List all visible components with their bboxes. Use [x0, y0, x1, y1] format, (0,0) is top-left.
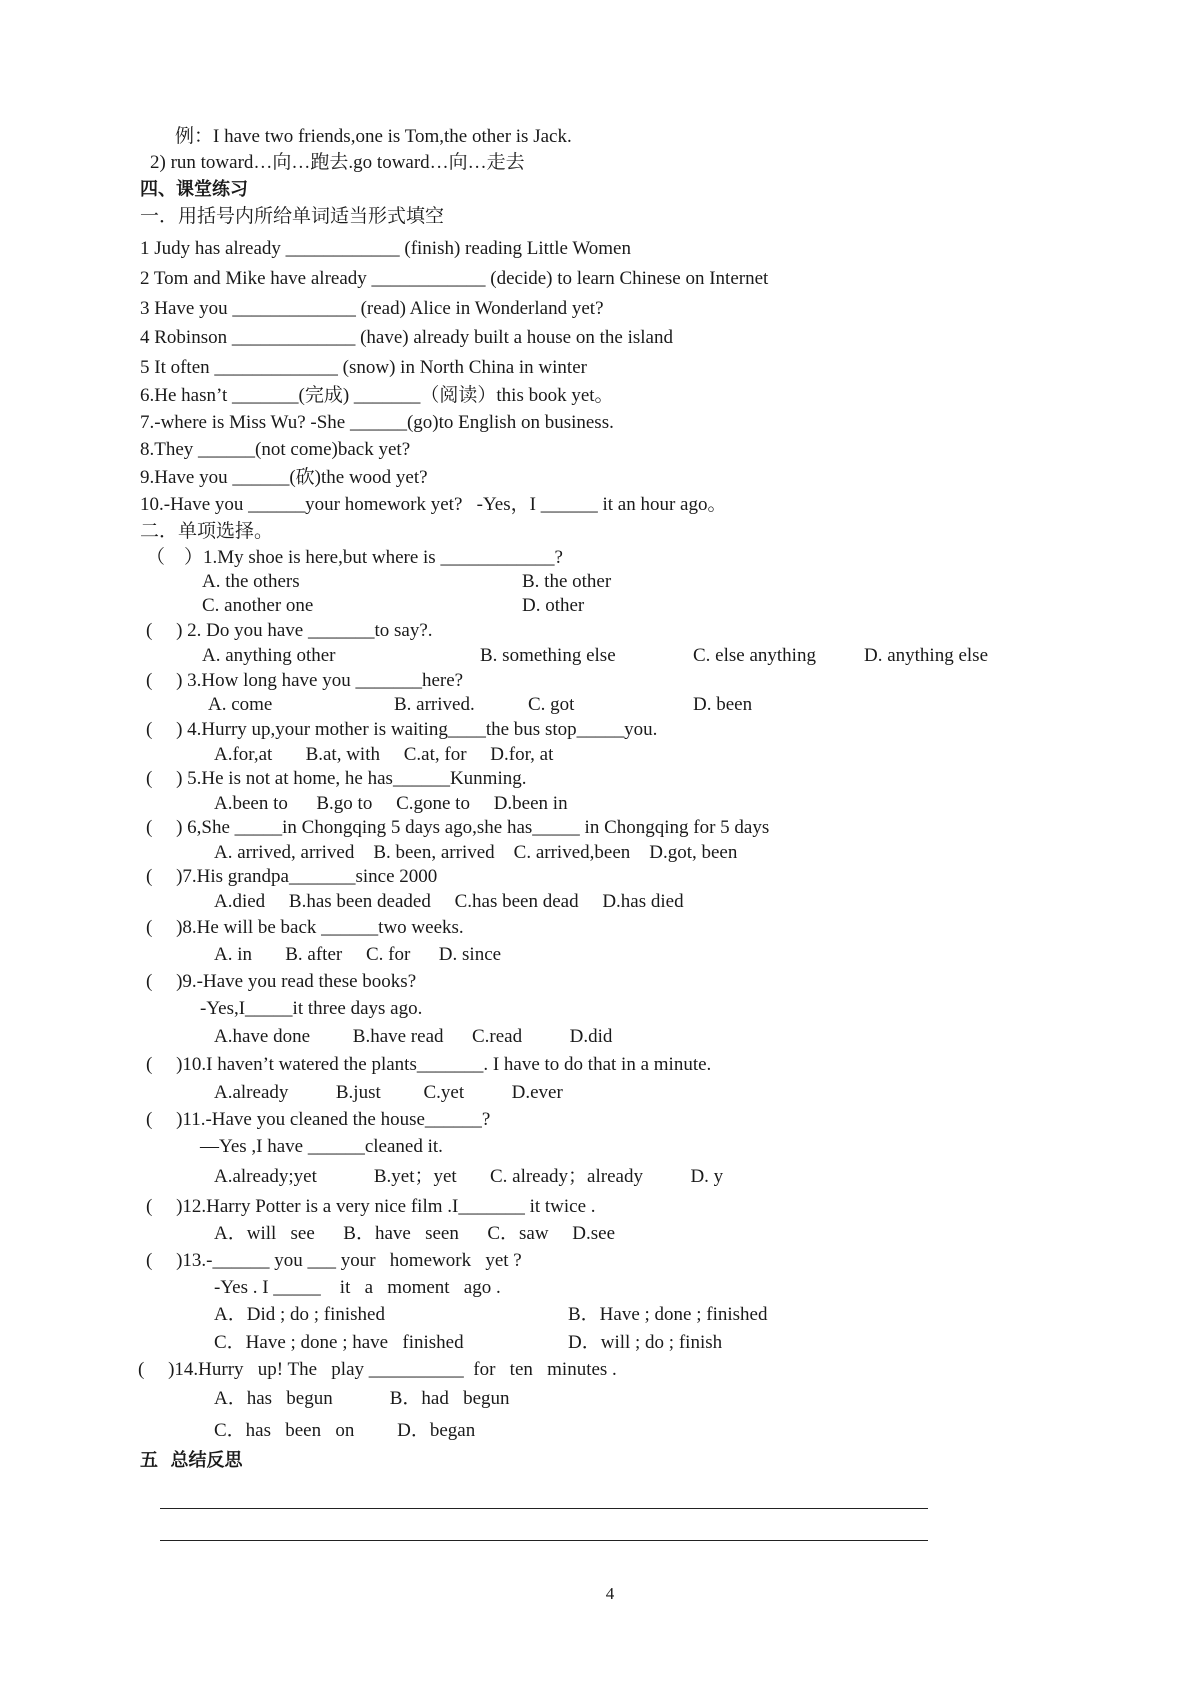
section5-heading: 五 总结反思 [140, 1450, 243, 1471]
mc-option-13a: A．Did ; do ; finished [214, 1304, 385, 1325]
part1-heading: 一．用括号内所给单词适当形式填空 [140, 206, 445, 227]
mc-option-3a: A. come [208, 694, 273, 715]
mc-options-5: A.been to B.go to C.gone to D.been in [214, 793, 568, 814]
mc-options-11: A.already;yet B.yet；yet C. already；already D. y [214, 1166, 724, 1187]
fill-in-item-5: 5 It often _____________ (snow) in North China in winter [140, 357, 587, 378]
mc-options-12: A．will see B．have seen C．saw D.see [214, 1223, 616, 1244]
mc-question-14: ( )14.Hurry up! The play __________ for ten minutes . [138, 1359, 617, 1380]
fill-in-item-4: 4 Robinson _____________ (have) already built a house on the island [140, 327, 673, 348]
mc-options-8: A. in B. after C. for D. since [214, 944, 502, 965]
mc-options-6: A. arrived, arrived B. been, arrived C. arrived,been D.got, been [214, 842, 738, 863]
mc-reply-13: -Yes . I _____ it a moment ago . [214, 1277, 501, 1298]
mc-options-14cd: C．has been on D．began [214, 1420, 476, 1441]
mc-option-13c: C．Have ; done ; have finished [214, 1332, 464, 1353]
mc-question-13: ( )13.-______ you ___ your homework yet ? [146, 1250, 522, 1271]
mc-options-9: A.have done B.have read C.read D.did [214, 1026, 613, 1047]
mc-question-5: ( ) 5.He is not at home, he has______Kunming. [146, 768, 527, 789]
mc-option-2c: C. else anything [693, 645, 816, 666]
mc-question-12: ( )12.Harry Potter is a very nice film .I_______ it twice . [146, 1196, 596, 1217]
mc-question-11: ( )11.-Have you cleaned the house______? [146, 1109, 491, 1130]
reflection-line-1 [160, 1508, 928, 1509]
mc-options-14ab: A．has begun B．had begun [214, 1388, 510, 1409]
example-sentence: 例：I have two friends,one is Tom,the other is Jack. [175, 126, 572, 147]
mc-option-2a: A. anything other [202, 645, 336, 666]
mc-question-2: ( ) 2. Do you have _______to say?. [146, 620, 433, 641]
mc-option-3c: C. got [528, 694, 575, 715]
mc-question-9: ( )9.-Have you read these books? [146, 971, 417, 992]
mc-option-3b: B. arrived. [394, 694, 475, 715]
mc-option-1b: B. the other [522, 571, 612, 592]
page-number: 4 [605, 1584, 615, 1603]
mc-options-10: A.already B.just C.yet D.ever [214, 1082, 563, 1103]
mc-option-1a: A. the others [202, 571, 300, 592]
mc-option-2b: B. something else [480, 645, 616, 666]
reflection-line-2 [160, 1540, 928, 1541]
run-toward-note: 2) run toward…向…跑去.go toward…向…走去 [150, 152, 525, 173]
mc-option-3d: D. been [693, 694, 753, 715]
fill-in-item-10: 10.-Have you ______your homework yet? -Yes，I ______ it an hour ago。 [140, 494, 727, 515]
fill-in-item-2: 2 Tom and Mike have already ____________ (decide) to learn Chinese on Internet [140, 268, 769, 289]
fill-in-item-3: 3 Have you _____________ (read) Alice in Wonderland yet? [140, 298, 604, 319]
fill-in-item-9: 9.Have you ______(砍)the wood yet? [140, 467, 428, 488]
mc-option-1c: C. another one [202, 595, 314, 616]
mc-question-4: ( ) 4.Hurry up,your mother is waiting____the bus stop_____you. [146, 719, 658, 740]
mc-question-1: （ ）1.My shoe is here,but where is ____________? [146, 547, 563, 568]
mc-option-2d: D. anything else [864, 645, 989, 666]
section4-heading: 四、课堂练习 [140, 179, 248, 200]
mc-question-6: ( ) 6,She _____in Chongqing 5 days ago,she has_____ in Chongqing for 5 days [146, 817, 770, 838]
mc-options-4: A.for,at B.at, with C.at, for D.for, at [214, 744, 554, 765]
fill-in-item-6: 6.He hasn’t _______(完成) _______（阅读）this book yet。 [140, 385, 614, 406]
fill-in-item-7: 7.-where is Miss Wu? -She ______(go)to English on business. [140, 412, 614, 433]
mc-reply-9: -Yes,I_____it three days ago. [200, 998, 423, 1019]
mc-question-7: ( )7.His grandpa_______since 2000 [146, 866, 438, 887]
mc-options-7: A.died B.has been deaded C.has been dead D.has died [214, 891, 684, 912]
mc-question-10: ( )10.I haven’t watered the plants_______. I have to do that in a minute. [146, 1054, 712, 1075]
mc-question-8: ( )8.He will be back ______two weeks. [146, 917, 464, 938]
fill-in-item-8: 8.They ______(not come)back yet? [140, 439, 411, 460]
mc-question-3: ( ) 3.How long have you _______here? [146, 670, 464, 691]
mc-option-13b: B．Have ; done ; finished [568, 1304, 768, 1325]
fill-in-item-1: 1 Judy has already ____________ (finish) reading Little Women [140, 238, 631, 259]
mc-option-1d: D. other [522, 595, 585, 616]
mc-option-13d: D．will ; do ; finish [568, 1332, 723, 1353]
part2-heading: 二．单项选择。 [140, 521, 274, 542]
mc-reply-11: —Yes ,I have ______cleaned it. [200, 1136, 443, 1157]
